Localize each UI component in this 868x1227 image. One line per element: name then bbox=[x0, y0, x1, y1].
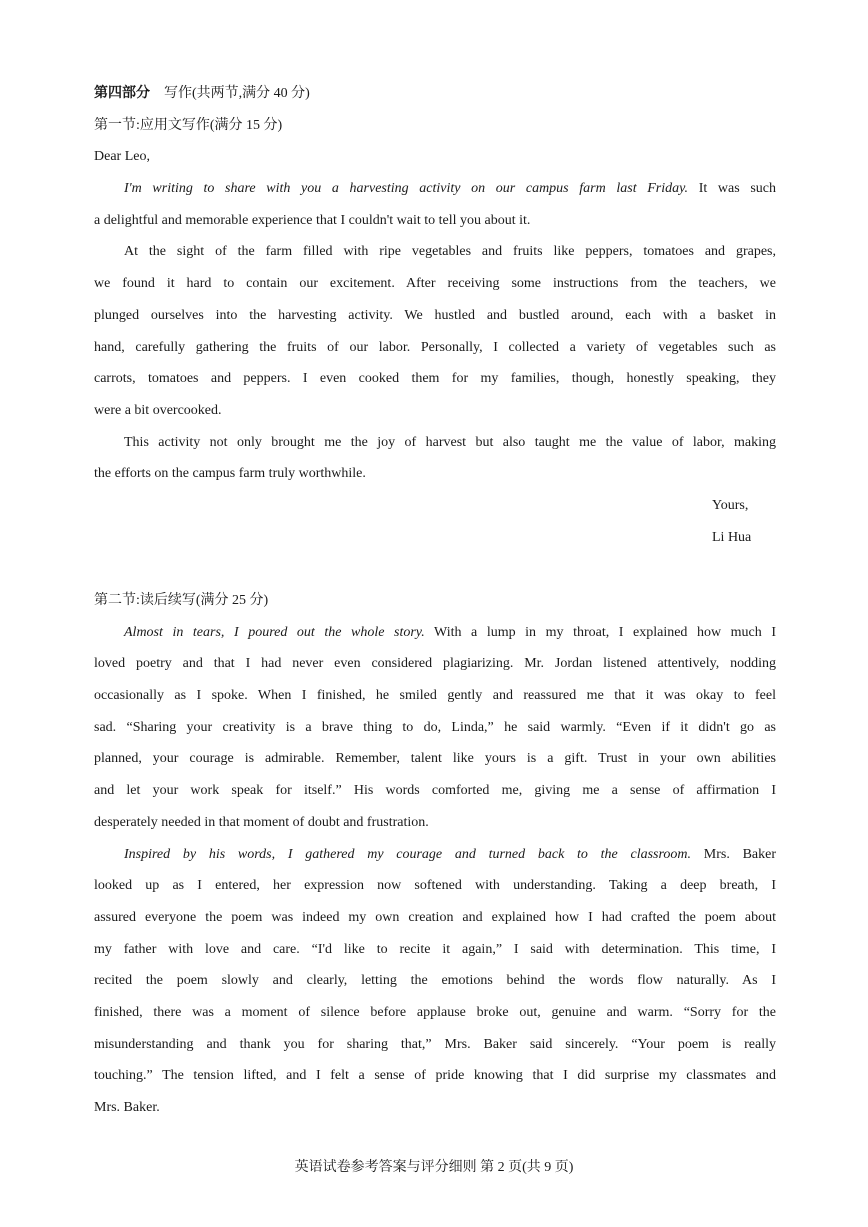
page-content bbox=[94, 78, 776, 1124]
part4-title: 第四部分 bbox=[94, 86, 150, 101]
story-paragraph-2-line: touching.” The tension lifted, and I felt a sense of pride knowing that I did surprise my classmates and bbox=[94, 1068, 776, 1084]
letter-paragraph-2-line: we found it hard to contain our excitement. After receiving some instructions from the teachers, we bbox=[94, 276, 776, 292]
given-opening-sentence: I'm writing to share with you a harvesting activity on our campus farm last Friday. bbox=[124, 181, 689, 197]
section1-heading: 第一节:应用文写作(满分 15 分) bbox=[94, 117, 283, 133]
letter-paragraph-2-line: hand, carefully gathering the fruits of our labor. Personally, I collected a variety of vegetables such as bbox=[94, 339, 776, 355]
story-paragraph-1-line: planned, your courage is admirable. Remember, talent like yours is a gift. Trust in your own abilities bbox=[94, 751, 776, 767]
story-paragraph-2-line: looked up as I entered, her expression now softened with understanding. Taking a deep breath, I bbox=[94, 878, 776, 894]
story-paragraph-2-line: Mrs. Baker. bbox=[94, 1100, 160, 1115]
story-paragraph-2-line: recited the poem slowly and clearly, letting the emotions behind the words flow naturally. As I bbox=[94, 973, 776, 989]
story-paragraph-2-line: misunderstanding and thank you for sharing that,” Mrs. Baker said sincerely. “Your poem is really bbox=[94, 1036, 776, 1052]
story-paragraph-2-line: assured everyone the poem was indeed my own creation and explained how I had crafted the poem about bbox=[94, 909, 776, 925]
section2-heading: 第二节:读后续写(满分 25 分) bbox=[94, 593, 269, 608]
given-paragraph-opening: Inspired by his words, I gathered my courage and turned back to the classroom. bbox=[124, 846, 692, 862]
given-paragraph-opening: Almost in tears, I poured out the whole story. bbox=[124, 624, 425, 640]
letter-signature: Li Hua bbox=[712, 529, 752, 545]
story-paragraph-2-line: Inspired by his words, I gathered my courage and turned back to the classroom. Mrs. Baker bbox=[124, 846, 776, 862]
letter-paragraph-2-line: At the sight of the farm filled with ripe vegetables and fruits like peppers, tomatoes and grapes, bbox=[124, 244, 776, 260]
letter-paragraph-1-line: a delightful and memorable experience that I couldn't wait to tell you about it. bbox=[94, 212, 531, 228]
story-paragraph-1-line: desperately needed in that moment of doubt and frustration. bbox=[94, 814, 429, 830]
section-gap bbox=[94, 553, 776, 585]
story-paragraph-1-line: sad. “Sharing your creativity is a brave thing to do, Linda,” he said warmly. “Even if it didn't go as bbox=[94, 719, 776, 735]
story-paragraph-2-line: finished, there was a moment of silence before applause broke out, genuine and warm. “Sorry for the bbox=[94, 1004, 776, 1020]
letter-closing: Yours, bbox=[712, 497, 749, 513]
story-paragraph-1-line: and let your work speak for itself.” His words comforted me, giving me a sense of affirmation I bbox=[94, 783, 776, 799]
letter-salutation: Dear Leo, bbox=[94, 149, 150, 165]
part4-note: 写作(共两节,满分 40 分) bbox=[164, 86, 310, 101]
letter-paragraph-2-line: plunged ourselves into the harvesting activity. We hustled and bustled around, each with a basket in bbox=[94, 307, 776, 323]
part4-heading bbox=[94, 78, 776, 110]
letter-paragraph-1-line: I'm writing to share with you a harvesting activity on our campus farm last Friday. It was such bbox=[124, 181, 776, 197]
story-paragraph-1-line: Almost in tears, I poured out the whole story. With a lump in my throat, I explained how much I bbox=[124, 624, 776, 640]
story-paragraph-1-line: loved poetry and that I had never even considered plagiarizing. Mr. Jordan listened attentively, nodding bbox=[94, 656, 776, 672]
page-footer: 英语试卷参考答案与评分细则 第 2 页(共 9 页) bbox=[294, 1160, 574, 1175]
letter-paragraph-3-line: This activity not only brought me the joy of harvest but also taught me the value of labor, making bbox=[124, 434, 776, 450]
story-paragraph-2-line: my father with love and care. “I'd like to recite it again,” I said with determination. This time, I bbox=[94, 941, 776, 957]
letter-paragraph-2-line: carrots, tomatoes and peppers. I even cooked them for my families, though, honestly speaking, they bbox=[94, 371, 776, 387]
story-paragraph-1-line: occasionally as I spoke. When I finished, he smiled gently and reassured me that it was okay to feel bbox=[94, 688, 776, 704]
letter-paragraph-2-line: were a bit overcooked. bbox=[94, 402, 222, 418]
letter-paragraph-3-line: the efforts on the campus farm truly worthwhile. bbox=[94, 466, 366, 482]
